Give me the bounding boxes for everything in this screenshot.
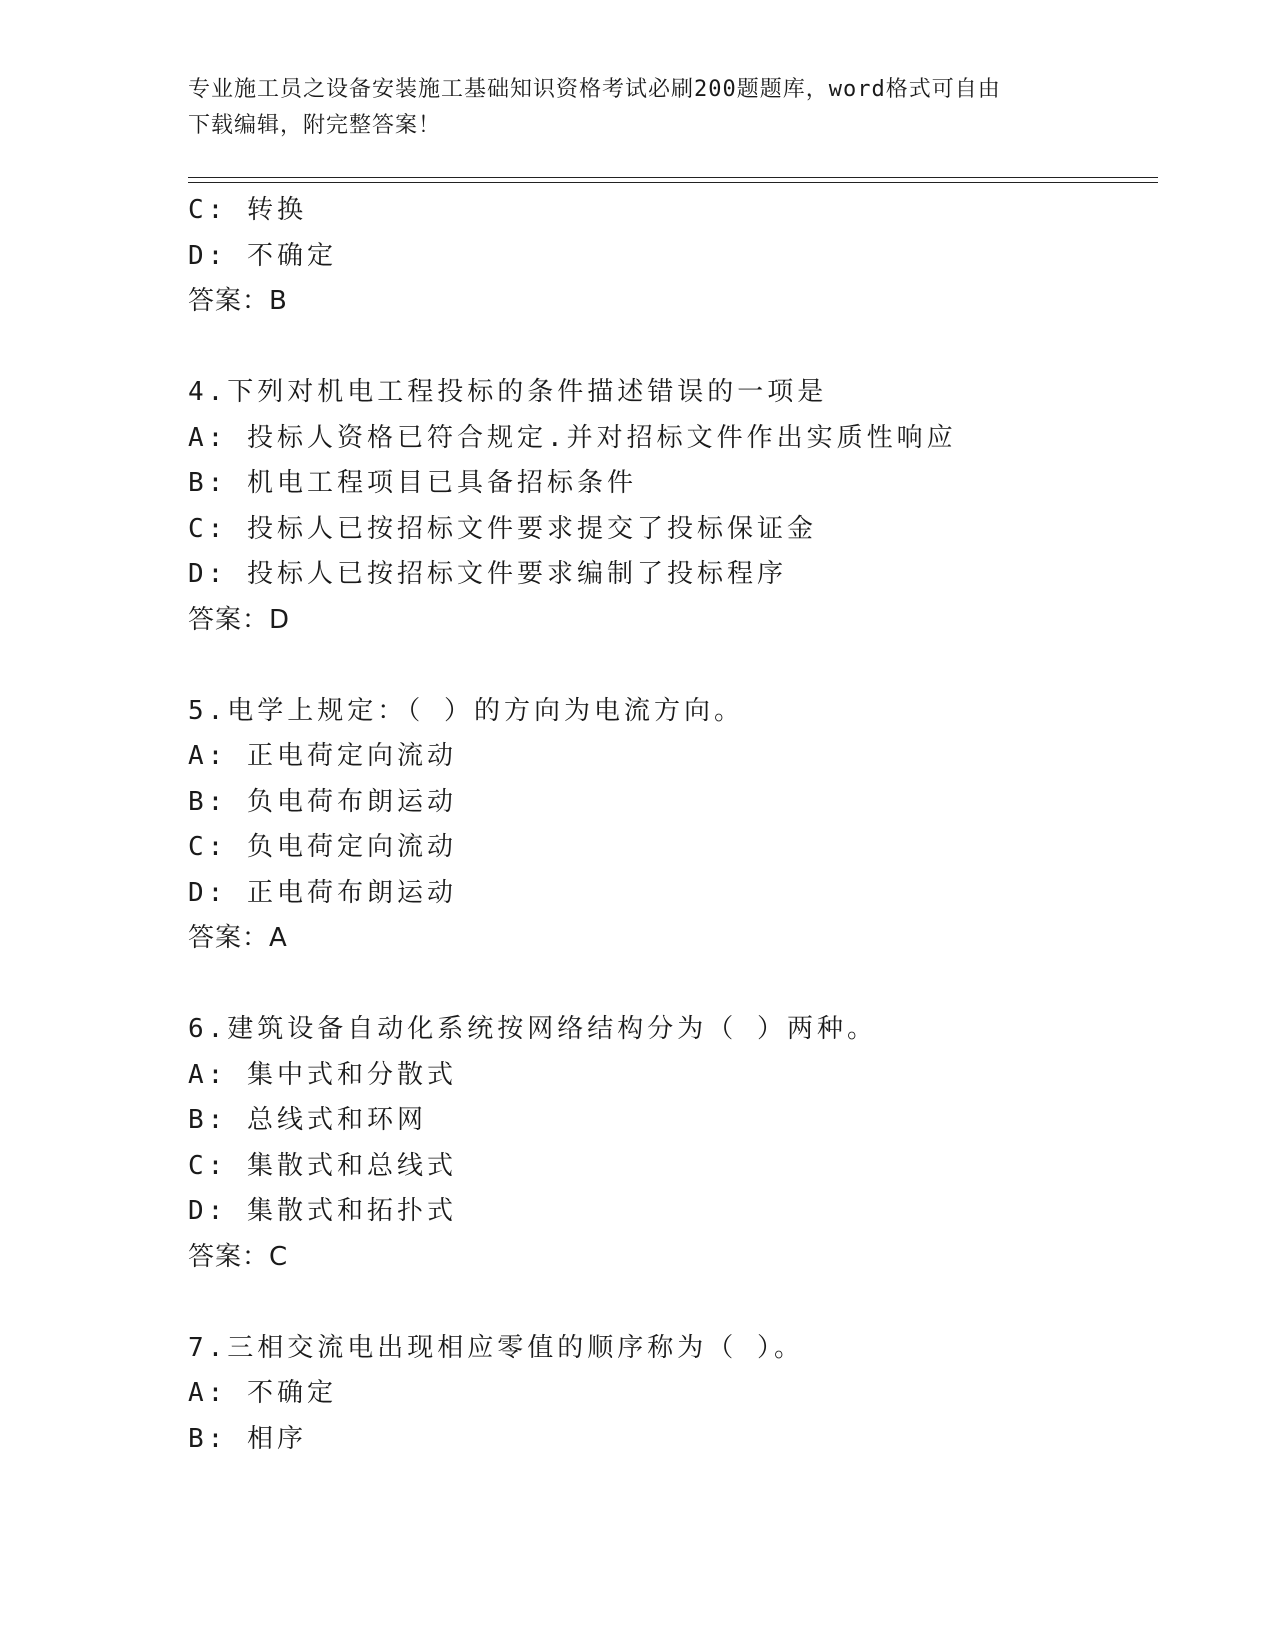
question-block-3 (188, 188, 1158, 325)
option-label: C: (188, 832, 228, 862)
option-label: C: (188, 513, 228, 544)
option-text: 总线式和环网 (246, 1105, 427, 1135)
option-d (188, 1189, 1158, 1235)
answer-line: 答案：A (188, 923, 288, 953)
option-text: 投标人已按招标文件要求编制了投标程序 (246, 559, 787, 589)
option-b (188, 461, 1158, 507)
option-label: B: (188, 1105, 228, 1135)
option-c (188, 507, 1158, 553)
question-block-5 (188, 689, 1158, 962)
question-stem: 7.三相交流电出现相应零值的顺序称为（ ）。 (188, 1332, 804, 1363)
option-label: C: (188, 1150, 228, 1181)
option-d (188, 552, 1158, 598)
answer-line: 答案：C (188, 1241, 289, 1272)
option-text: 不确定 (246, 1378, 337, 1408)
option-text: 负电荷定向流动 (246, 832, 457, 862)
option-label: A: (188, 741, 228, 771)
spacer (188, 962, 1158, 1008)
option-c (188, 825, 1158, 871)
header-title-line-2: 下载编辑，附完整答案！ (188, 113, 442, 138)
question-list (188, 188, 1158, 1462)
document-header (188, 72, 1068, 144)
option-text: 机电工程项目已具备招标条件 (246, 468, 637, 498)
option-text: 投标人资格已符合规定.并对招标文件作出实质性响应 (246, 422, 957, 453)
option-text: 负电荷布朗运动 (246, 786, 457, 817)
option-text: 相序 (246, 1423, 307, 1454)
option-label: B: (188, 1423, 228, 1454)
option-text: 正电荷定向流动 (246, 741, 457, 771)
option-b (188, 780, 1158, 826)
option-text: 集中式和分散式 (246, 1059, 457, 1090)
spacer (188, 325, 1158, 371)
option-b (188, 1417, 1158, 1463)
question-stem: 6.建筑设备自动化系统按网络结构分为（ ）两种。 (188, 1014, 877, 1044)
question-block-7 (188, 1326, 1158, 1463)
option-label: A: (188, 422, 228, 453)
header-divider-bottom (188, 182, 1158, 183)
question-block-6 (188, 1007, 1158, 1280)
option-label: A: (188, 1059, 228, 1090)
option-label: D: (188, 1196, 228, 1226)
option-text: 集散式和总线式 (246, 1150, 457, 1181)
option-b (188, 1098, 1158, 1144)
answer-line: 答案：B (188, 286, 288, 316)
option-label: D: (188, 559, 228, 589)
option-text: 正电荷布朗运动 (246, 877, 457, 908)
option-label: D: (188, 877, 228, 908)
spacer (188, 643, 1158, 689)
option-c (188, 1144, 1158, 1190)
question-stem: 5.电学上规定：（ ）的方向为电流方向。 (188, 695, 744, 726)
option-label: C: (188, 195, 228, 225)
option-text: 不确定 (246, 240, 337, 271)
option-label: B: (188, 786, 228, 817)
option-a (188, 416, 1158, 462)
option-text: 转换 (246, 195, 307, 225)
option-d (188, 871, 1158, 917)
option-text: 集散式和拓扑式 (246, 1196, 457, 1226)
header-divider-top (188, 177, 1158, 178)
option-text: 投标人已按招标文件要求提交了投标保证金 (246, 513, 817, 544)
option-label: D: (188, 240, 228, 271)
option-label: A: (188, 1378, 228, 1408)
question-block-4 (188, 370, 1158, 643)
option-a (188, 1371, 1158, 1417)
header-title-line-1: 专业施工员之设备安装施工基础知识资格考试必刷200题题库，word格式可自由 (188, 77, 1001, 102)
option-label: B: (188, 468, 228, 498)
option-d (188, 234, 1158, 280)
option-c (188, 188, 1158, 234)
option-a (188, 734, 1158, 780)
answer-line: 答案：D (188, 604, 291, 635)
spacer (188, 1280, 1158, 1326)
option-a (188, 1053, 1158, 1099)
question-stem: 4.下列对机电工程投标的条件描述错误的一项是 (188, 377, 828, 407)
